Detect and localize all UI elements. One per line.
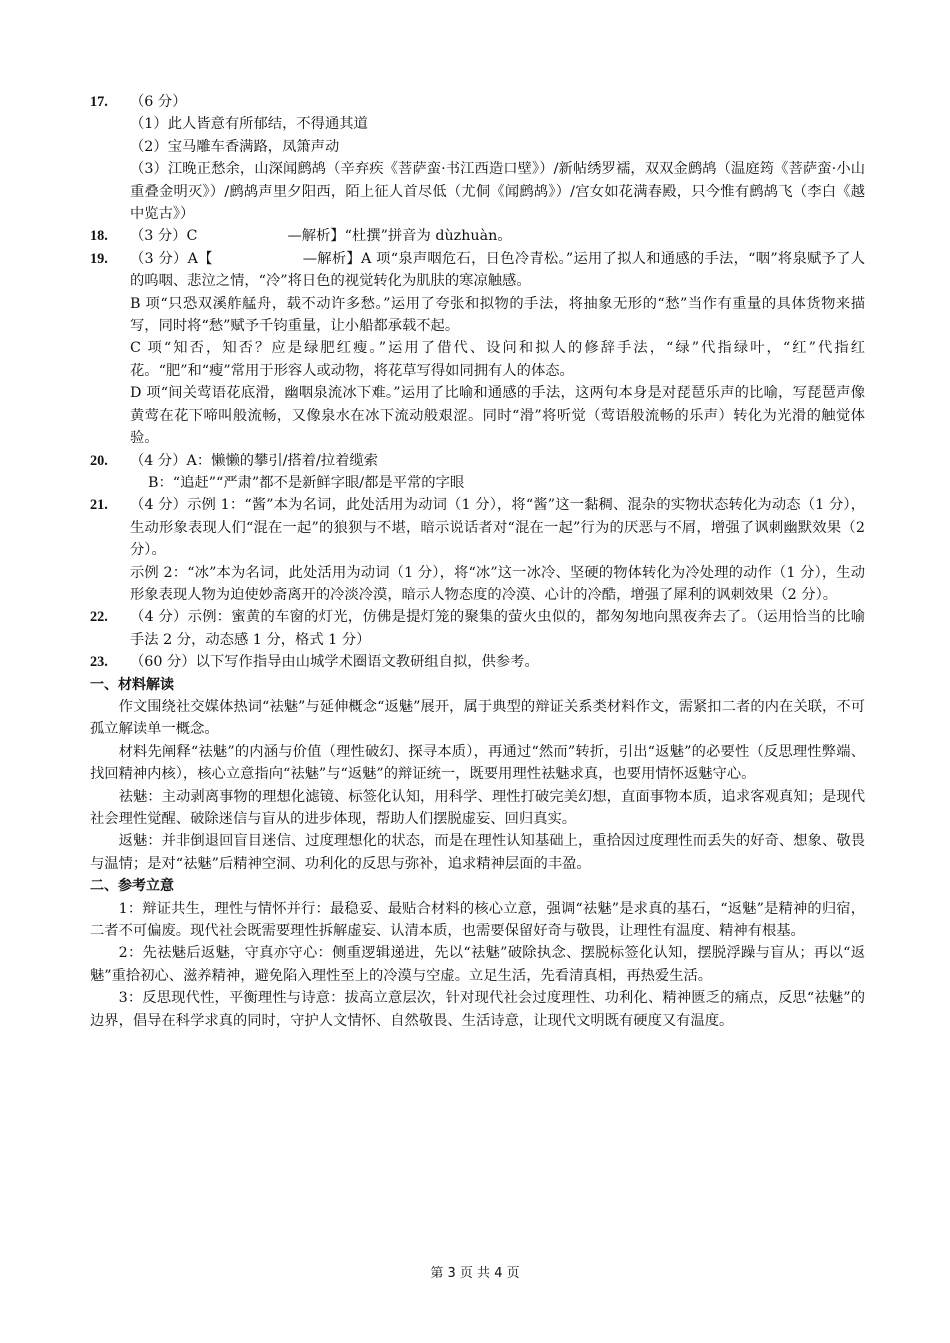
paragraph: 祛魅：主动剥离事物的理想化滤镜、标签化认知，用科学、理性打破完美幻想，直面事物本质，追求客观真知；是现代社会理性觉醒、破除迷信与盲从的进步体现，帮助人们摆脱虚妄、回归真实。 [90,788,865,827]
question-20 [90,450,865,472]
q22-answer: （4 分）示例：蜜黄的车窗的灯光，仿佛是提灯笼的聚集的萤火虫似的，都匆匆地向黑夜奔去了。（运用恰当的比喻手法 2 分，动态感 1 分，格式 1 分） [130,609,865,648]
question-22 [90,606,865,651]
question-number: 18. [90,228,108,245]
question-17 [90,91,865,113]
q17-answer-2: （2）宝马雕车香满路，凤箫声动 [130,138,340,155]
q19-answer-a: （3 分）A【 [130,250,213,267]
paragraph: 2：先祛魅后返魅，守真亦守心：侧重逻辑递进，先以“祛魅”破除执念、摆脱标签化认知，摆脱浮躁与盲从；再以“返魅”重拾初心、滋养精神，避免陷入理性至上的冷漠与空虚。立足生活，先看清真相，再热爱生活。 [90,945,865,984]
q20-answer-b: B：“追赶”“严肃”都不是新鲜字眼/都是平常的字眼 [148,474,465,491]
q21-example-1: （4 分）示例 1：“酱”本为名词，此处活用为动词（1 分），将“酱”这一黏稠、混杂的实物状态转化为动态（1 分），生动形象表现人们“混在一起”的狼狈与不堪，暗示说话者对“混在一起”行为的厌恶与不屑，增强了讽刺幽默效果（2 分）。 [130,497,865,559]
question-number: 17. [90,94,108,110]
q18-answer [130,225,865,247]
q19-item-b: B 项“只恐双溪舴艋舟，载不动许多愁。”运用了夸张和拟物的手法，将抽象无形的“愁”当作有重量的具体货物来描写，同时将“愁”赋予千钧重量，让小船都承载不起。 [130,295,865,335]
q17-answer-1: （1）此人皆意有所郁结，不得通其道 [130,116,368,133]
question-score: （6 分） [130,94,187,110]
question-23 [90,651,865,673]
question-number: 21. [90,497,108,514]
q19-answer-b: —解析】A 项“泉声咽危石，日色冷青松。”运用了拟人和通感的手法，“咽”将泉赋予了人的呜咽、悲泣之情，“冷”将日色的视觉转化为肌肤的寒凉触感。 [130,250,866,290]
section-heading-material: 一、材料解读 [90,676,174,693]
paragraph: 返魅：并非倒退回盲目迷信、过度理想化的状态，而是在理性认知基础上，重拾因过度理性而丢失的好奇、想象、敬畏与温情；是对“祛魅”后精神空洞、功利化的反思与弥补，追求精神层面的丰盈。 [90,833,865,872]
q19-answer [130,248,865,293]
question-19 [90,248,865,293]
q21-example-2: 示例 2：“冰”本为名词，此处活用为动词（1 分），将“冰”这一冰冷、坚硬的物体转化为冷处理的动作（1 分），生动形象表现人物为迫使妙斋离开的冷淡冷漠，暗示人物态度的冷漠、心计的冷酷，增强了犀利的讽刺效果（2 分）。 [130,564,865,603]
q23-answer: （60 分）以下写作指导由山城学术圈语文教研组自拟，供参考。 [130,654,539,671]
q18-answer-b: —解析】“杜撰”拼音为 dùzhuàn。 [287,228,512,245]
question-18 [90,225,865,247]
q19-item-d: D 项“间关莺语花底滑，幽咽泉流冰下难。”运用了比喻和通感的手法，这两句本身是对琵琶乐声的比喻，写琵琶声像黄莺在花下啼叫般流畅，又像泉水在冰下流动般艰涩。同时“滑”将听觉（莺语般流畅的乐声）转化为光滑的触觉体验。 [130,385,865,447]
q17-answer-3: （3）江晚正愁余，山深闻鹧鸪（辛弃疾《菩萨蛮·书江西造口壁》）/新帖绣罗襦，双双金鹧鸪（温庭筠《菩萨蛮·小山重叠金明灭》）/鹧鸪声里夕阳西，陌上征人首尽低（尤侗《闻鹧鸪》）/宫女如花满春殿，只今惟有鹧鸪飞（李白《越中览古》） [130,161,865,223]
answer-content [90,91,865,1032]
page-number: 第 3 页 共 4 页 [430,1266,520,1281]
paragraph: 3：反思现代性，平衡理性与诗意：拔高立意层次，针对现代社会过度理性、功利化、精神匮乏的痛点，反思“祛魅”的边界，倡导在科学求真的同时，守护人文情怀、自然敬畏、生活诗意，让现代文明既有硬度又有温度。 [90,990,865,1029]
question-21 [90,494,865,561]
question-number: 23. [90,654,108,671]
question-number: 20. [90,452,108,469]
q18-answer-a: （3 分）C [130,228,198,245]
question-number: 19. [90,250,108,267]
question-number: 22. [90,609,108,626]
q19-item-c: C 项“知否，知否？应是绿肥红瘦。”运用了借代、设问和拟人的修辞手法，“绿”代指绿叶，“红”代指红花。“肥”和“瘦”常用于形容人或动物，将花草写得如同拥有人的体态。 [130,340,865,379]
q20-answer-a: （4 分）A：懒懒的攀引/搭着/拉着缆索 [130,452,379,469]
paragraph: 作文围绕社交媒体热词“祛魅”与延伸概念“返魅”展开，属于典型的辩证关系类材料作文，需紧扣二者的内在关联，不可孤立解读单一概念。 [90,698,865,738]
section-heading-ideas: 二、参考立意 [90,878,174,895]
paragraph: 材料先阐释“祛魅”的内涵与价值（理性破幻、探寻本质），再通过“然而”转折，引出“返魅”的必要性（反思理性弊端、找回精神内核），核心立意指向“祛魅”与“返魅”的辩证统一，既要用理性祛魅求真，也要用情怀返魅守心。 [90,743,865,783]
paragraph: 1：辩证共生，理性与情怀并行：最稳妥、最贴合材料的核心立意，强调“祛魅”是求真的基石，“返魅”是精神的归宿，二者不可偏废。现代社会既需要理性拆解虚妄、认清本质，也需要保留好奇与敬畏，让理性有温度、精神有根基。 [90,900,865,940]
